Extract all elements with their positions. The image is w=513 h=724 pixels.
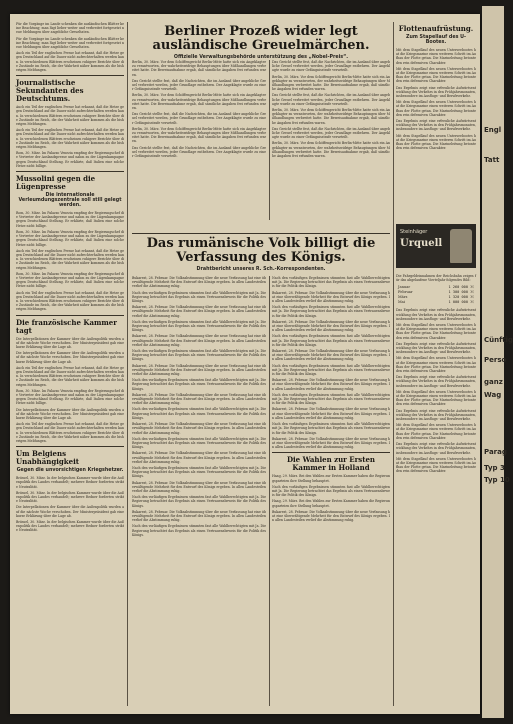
article-body-cont3: Rom, 30. März. Im Palazzo Venezia empfing der Regierungschef die Vertreter der Auslandspresse und nahm zu der Lügenkampagne gegen Deutschland Stellung. Er erklärte, daß Italien eine solche Hetze nicht billige. xyxy=(16,271,124,289)
adjacent-page-word: Typ 10 xyxy=(484,476,510,484)
revenue-body-cont7: Mit dem Stapellauf des neuen Unterseebootes hat die Kriegsmarine einen weiteren Schritt im Aufbau der Flotte getan. Die Marineleitung betonte den rein defensiven Charakter. xyxy=(396,423,476,440)
subheadline-belgien: Gegen die unvorsichtigen Kriegshetzer. xyxy=(16,468,124,474)
second-body-cont8: Nach den vorläufigen Ergebnissen stimmten fast alle Wahlberechtigten mit Ja. Die Regierung betrachtet das Ergebnis als einen Vertrauensbeweis für die Politik des Königs. xyxy=(272,392,390,406)
second-body-cont14: Bukarest, 28. Februar. Die Volksabstimmung über die neue Verfassung hat eine überwältigende Mehrheit für den Entwurf des Königs ergeben. In allen Landesteilen verlief die Abstimmung ruhig. xyxy=(132,480,266,493)
headline-mussolini: Mussolini gegen die Lügenpresse xyxy=(16,174,96,192)
revenue-body-cont6: Das Ergebnis zeigt eine erfreuliche Aufwärtsentwicklung des Verkehrs in den Frühjahrsmonaten, insbesondere im Ausflugs- und Berufsverkehr. xyxy=(396,408,476,422)
headline-journalistische-sekundanten: Journalistische Sekundanten des Deutschtums. xyxy=(16,78,84,104)
article-body-cont3: Brüssel, 30. März. In der belgischen Kammer wurde über die Außenpolitik des Landes verhandelt; mehrere Redner forderten strikte Neutralität. xyxy=(16,520,124,533)
second-headline: Das rumänische Volk billigt die Verfassung des Königs. xyxy=(146,236,376,265)
article-body-cont5: Auch ein Teil der englischen Presse hat erkannt, daß die Hetze gegen Deutschland auf die Dauer nicht aufrechterhalten werden kann. In verschiedenen Blättern erscheinen ruhigere Berichte über die Zustände im Reich, die der Wahrheit näher kommen als die bisherigen Meldungen. xyxy=(16,422,124,444)
flotten-body-cont2: Das Ergebnis zeigt eine erfreuliche Aufwärtsentwicklung des Verkehrs in den Frühjahrsmonaten, insbesondere im Ausflugs- und Berufsverkehr. xyxy=(396,85,476,99)
article-body: Rom, 30. März. Im Palazzo Venezia empfing der Regierungschef die Vertreter der Auslandspresse und nahm zu der Lügenkampagne gegen Deutschland Stellung. Er erklärte, daß Italien eine solche Hetze nicht billige. xyxy=(16,211,124,228)
divider xyxy=(16,75,124,76)
second-article-left xyxy=(132,276,266,539)
article-body-cont: Brüssel, 30. März. In der belgischen Kammer wurde über die Außenpolitik des Landes verhandelt; mehrere Redner forderten strikte Neutralität. xyxy=(16,490,124,504)
lead-body-cont2: Berlin, 30. März. Vor dem Schöffengericht Berlin-Mitte hatte sich ein Angeklagter zu verantworten, der wahrheitswidrige Behauptungen über Mißhandlungen verbreitet hatte. Die Beweisaufnahme ergab, daß sämtliche Angaben frei erfunden waren. xyxy=(132,93,266,111)
holland-body-cont: Nach den vorläufigen Ergebnissen stimmten fast alle Wahlberechtigten mit Ja. Die Regierung betrachtet das Ergebnis als einen Vertrauensbeweis für die Politik des Königs. xyxy=(272,484,390,498)
lead-body-cont3: Das Gericht stellte fest, daß die Nachrichten, die im Ausland über angebliche Greuel verbreitet werden, jeder Grundlage entbehren. Der Angeklagte wurde zu einer Gefängnisstrafe verurteilt. xyxy=(132,112,266,125)
second-subheadline: Drahtbericht unseres R. Sch.-Korrespondenten. xyxy=(196,267,326,272)
revenue-body-cont4: Das Ergebnis zeigt eine erfreuliche Aufwärtsentwicklung des Verkehrs in den Frühjahrsmonaten, insbesondere im Ausflugs- und Berufsverkehr. xyxy=(396,375,476,388)
right-column-lower xyxy=(396,274,476,476)
second-body: Bukarest, 28. Februar. Die Volksabstimmung über die neue Verfassung hat eine überwältigende Mehrheit für den Entwurf des Königs ergeben. In allen Landesteilen verlief die Abstimmung ruhig. xyxy=(132,276,266,289)
headline-belgien: Um Belgiens Unabhängigkeit xyxy=(16,449,79,467)
ad-subtitle: Steinhäger xyxy=(400,229,428,235)
second-body-cont6: Bukarest, 28. Februar. Die Volksabstimmung über die neue Verfassung hat eine überwältigende Mehrheit für den Entwurf des Königs ergeben. In allen Landesteilen verlief die Abstimmung ruhig. xyxy=(132,363,266,377)
second-body-cont9: Bukarest, 28. Februar. Die Volksabstimmung über die neue Verfassung hat eine überwältigende Mehrheit für den Entwurf des Königs ergeben. In allen Landesteilen verlief die Abstimmung ruhig. xyxy=(272,407,390,420)
second-body-cont10: Bukarest, 28. Februar. Die Volksabstimmung über die neue Verfassung hat eine überwältigende Mehrheit für den Entwurf des Königs ergeben. In allen Landesteilen verlief die Abstimmung ruhig. xyxy=(132,422,266,435)
second-body-cont: Bukarest, 28. Februar. Die Volksabstimmung über die neue Verfassung hat eine überwältigende Mehrheit für den Entwurf des Königs ergeben. In allen Landesteilen verlief die Abstimmung ruhig. xyxy=(272,290,390,304)
adjacent-page-word: ganz xyxy=(484,378,503,386)
revenue-row xyxy=(396,300,476,305)
second-body-cont11: Nach den vorläufigen Ergebnissen stimmten fast alle Wahlberechtigten mit Ja. Die Regierung betrachtet das Ergebnis als einen Vertrauensbeweis für die Politik des Königs. xyxy=(132,436,266,450)
revenue-month: März xyxy=(398,295,408,300)
article-body-cont2: Auch ein Teil der englischen Presse hat erkannt, daß die Hetze gegen Deutschland auf die Dauer nicht aufrechterhalten werden kann. In verschiedenen Blättern erscheinen ruhigere Berichte über die Zustände im Reich, die der Wahrheit näher kommen als die bisherigen Meldungen. xyxy=(16,365,124,387)
revenue-month: Februar xyxy=(398,290,413,295)
adjacent-page-word: Engl xyxy=(484,126,502,134)
article-body-cont3: Rom, 30. März. Im Palazzo Venezia empfing der Regierungschef die Vertreter der Auslandspresse und nahm zu der Lügenkampagne gegen Deutschland Stellung. Er erklärte, daß Italien eine solche Hetze nicht billige. xyxy=(16,388,124,406)
second-body-cont: Nach den vorläufigen Ergebnissen stimmten fast alle Wahlberechtigten mit Ja. Die Regierung betrachtet das Ergebnis als einen Vertrauensbeweis für die Politik des Königs. xyxy=(132,290,266,304)
flotten-body-cont5: Mit dem Stapellauf des neuen Unterseebootes hat die Kriegsmarine einen weiteren Schritt im Aufbau der Flotte getan. Die Marineleitung betonte den rein defensiven Charakter. xyxy=(396,133,476,151)
second-body-cont5: Nach den vorläufigen Ergebnissen stimmten fast alle Wahlberechtigten mit Ja. Die Regierung betrachtet das Ergebnis als einen Vertrauensbeweis für die Politik des Königs. xyxy=(132,349,266,362)
lead-body-cont3: Berlin, 30. März. Vor dem Schöffengericht Berlin-Mitte hatte sich ein Angeklagter zu verantworten, der wahrheitswidrige Behauptungen über Mißhandlungen verbreitet hatte. Die Beweisaufnahme ergab, daß sämtliche Angaben frei erfunden waren. xyxy=(272,108,390,125)
second-article-right xyxy=(272,276,390,524)
subheadline-flottenaufruestung: Zum Stapellauf des U-Bootes. xyxy=(405,35,467,45)
adjacent-page-strip xyxy=(482,6,513,718)
adjacent-page-word: Parag xyxy=(484,448,507,456)
second-article-head xyxy=(132,230,390,275)
left-column xyxy=(16,22,124,535)
lead-body: Das Gericht stellte fest, daß die Nachrichten, die im Ausland über angebliche Greuel verbreitet werden, jeder Grundlage entbehren. Der Angeklagte wurde zu einer Gefängnisstrafe verurteilt. xyxy=(272,60,390,73)
adjacent-page-word: Tatt xyxy=(484,156,500,164)
second-body-cont2: Bukarest, 28. Februar. Die Volksabstimmung über die neue Verfassung hat eine überwältigende Mehrheit für den Entwurf des Königs ergeben. In allen Landesteilen verlief die Abstimmung ruhig. xyxy=(132,305,266,318)
divider xyxy=(132,233,390,234)
second-body-cont4: Bukarest, 28. Februar. Die Volksabstimmung über die neue Verfassung hat eine überwältigende Mehrheit für den Entwurf des Königs ergeben. In allen Landesteilen verlief die Abstimmung ruhig. xyxy=(132,334,266,347)
article-body-cont4: Auch ein Teil der englischen Presse hat erkannt, daß die Hetze gegen Deutschland auf die Dauer nicht aufrechterhalten werden kann. In verschiedenen Blättern erscheinen ruhigere Berichte über die Zustände im Reich, die der Wahrheit näher kommen als die bisherigen Meldungen. xyxy=(16,290,124,312)
revenue-body-cont5: Mit dem Stapellauf des neuen Unterseebootes hat die Kriegsmarine einen weiteren Schritt im Aufbau der Flotte getan. Die Marineleitung betonte den rein defensiven Charakter. xyxy=(396,389,476,407)
headline-holland-wahlen: Die Wahlen zur Ersten Kammer in Holland xyxy=(286,455,376,473)
holland-body: Haag, 29. März. Bei den Wahlen zur Ersten Kammer haben die Regierungsparteien ihre Stellung behauptet. xyxy=(272,474,390,483)
article-body: Die Interpellationen der Kammer über die Außenpolitik wurden auf die nächste Woche verschoben. Der Ministerpräsident gab eine kurze Erklärung über die Lage ab. xyxy=(16,336,124,349)
lead-article xyxy=(132,22,390,63)
lead-body-cont5: Berlin, 30. März. Vor dem Schöffengericht Berlin-Mitte hatte sich ein Angeklagter zu verantworten, der wahrheitswidrige Behauptungen über Mißhandlungen verbreitet hatte. Die Beweisaufnahme ergab, daß sämtliche Angaben frei erfunden waren. xyxy=(272,141,390,159)
revenue-value: 1 300 000 ℳ xyxy=(448,290,474,295)
article-body-cont: Die Interpellationen der Kammer über die Außenpolitik wurden auf die nächste Woche verschoben. Der Ministerpräsident gab eine kurze Erklärung über die Lage ab. xyxy=(16,351,124,364)
column-rule xyxy=(269,276,270,706)
revenue-body: Das Ergebnis zeigt eine erfreuliche Aufwärtsentwicklung des Verkehrs in den Frühjahrsmonaten, insbesondere im Ausflugs- und Berufsverkehr. xyxy=(396,308,476,321)
left-intro-text-cont: Für die Vorgänge im Lande schenken die ausländischen Blätter keine Beachtung; man lügt lieber weiter und verbreitet fortgesetzt neue Meldungen über angebliche Greueltaten. xyxy=(16,36,124,50)
second-body-cont4: Nach den vorläufigen Ergebnissen stimmten fast alle Wahlberechtigten mit Ja. Die Regierung betrachtet das Ergebnis als einen Vertrauensbeweis für die Politik des Königs. xyxy=(272,334,390,347)
lead-body-cont4: Das Gericht stellte fest, daß die Nachrichten, die im Ausland über angebliche Greuel verbreitet werden, jeder Grundlage entbehren. Der Angeklagte wurde zu einer Gefängnisstrafe verurteilt. xyxy=(272,126,390,140)
revenue-body-cont2: Das Ergebnis zeigt eine erfreuliche Aufwärtsentwicklung des Verkehrs in den Frühjahrsmonaten, insbesondere im Ausflugs- und Berufsverkehr. xyxy=(396,341,476,355)
second-body-cont7: Bukarest, 28. Februar. Die Volksabstimmung über die neue Verfassung hat eine überwältigende Mehrheit für den Entwurf des Königs ergeben. In allen Landesteilen verlief die Abstimmung ruhig. xyxy=(272,378,390,391)
article-body: Brüssel, 30. März. In der belgischen Kammer wurde über die Außenpolitik des Landes verhandelt; mehrere Redner forderten strikte Neutralität. xyxy=(16,476,124,489)
lead-headline: Berliner Prozeß wider legt ausländische Greuelmärchen. xyxy=(152,24,370,53)
headline-flottenaufruestung: Flottenaufrüstung. xyxy=(398,24,474,33)
adjacent-page-word: Typ 3 xyxy=(484,464,505,472)
article-body-cont2: Rom, 30. März. Im Palazzo Venezia empfing der Regierungschef die Vertreter der Auslandspresse und nahm zu der Lügenkampagne gegen Deutschland Stellung. Er erklärte, daß Italien eine solche Hetze nicht billige. xyxy=(16,151,124,168)
left-intro-text-cont2: Auch ein Teil der englischen Presse hat erkannt, daß die Hetze gegen Deutschland auf die Dauer nicht aufrechterhalten werden kann. In verschiedenen Blättern erscheinen ruhigere Berichte über die Zustände im Reich, die der Wahrheit näher kommen als die bisherigen Meldungen. xyxy=(16,51,124,73)
second-body-cont5: Bukarest, 28. Februar. Die Volksabstimmung über die neue Verfassung hat eine überwältigende Mehrheit für den Entwurf des Königs ergeben. In allen Landesteilen verlief die Abstimmung ruhig. xyxy=(272,349,390,362)
divider xyxy=(16,171,124,172)
revenue-month: Mai xyxy=(398,300,405,305)
revenue-month: Januar xyxy=(398,285,411,290)
article-body: Auch ein Teil der englischen Presse hat erkannt, daß die Hetze gegen Deutschland auf die Dauer nicht aufrechterhalten werden kann. In verschiedenen Blättern erscheinen ruhigere Berichte über die Zustände im Reich, die der Wahrheit näher kommen als die bisherigen Meldungen. xyxy=(16,105,124,127)
second-body-cont2: Nach den vorläufigen Ergebnissen stimmten fast alle Wahlberechtigten mit Ja. Die Regierung betrachtet das Ergebnis als einen Vertrauensbeweis für die Politik des Königs. xyxy=(272,305,390,318)
second-body-cont9: Nach den vorläufigen Ergebnissen stimmten fast alle Wahlberechtigten mit Ja. Die Regierung betrachtet das Ergebnis als einen Vertrauensbeweis für die Politik des Königs. xyxy=(132,407,266,420)
article-body-cont: Auch ein Teil der englischen Presse hat erkannt, daß die Hetze gegen Deutschland auf die Dauer nicht aufrechterhalten werden kann. In verschiedenen Blättern erscheinen ruhigere Berichte über die Zustände im Reich, die der Wahrheit näher kommen als die bisherigen Meldungen. xyxy=(16,128,124,150)
second-body-cont3: Nach den vorläufigen Ergebnissen stimmten fast alle Wahlberechtigten mit Ja. Die Regierung betrachtet das Ergebnis als einen Vertrauensbeweis für die Politik des Königs. xyxy=(132,319,266,333)
second-body-cont12: Bukarest, 28. Februar. Die Volksabstimmung über die neue Verfassung hat eine überwältigende Mehrheit für den Entwurf des Königs ergeben. In allen Landesteilen verlief die Abstimmung ruhig. xyxy=(132,451,266,464)
lead-article-left xyxy=(132,60,266,160)
revenue-intro: Die Fahrgeldeinnahmen der Reichsbahn zeigen für das abgelaufene Vierteljahr folgendes Bild: xyxy=(396,274,476,283)
lead-subheadline: Offizielle Verwaltungsbehörde unterstützung des „Nobel-Preis“. xyxy=(173,55,349,60)
subheadline-mussolini: Die internationale Verleumdungszentrale soll still gelegt werden. xyxy=(18,193,122,209)
adjacent-page-word: Perso xyxy=(484,356,507,364)
adjacent-page-word: Cünftig xyxy=(484,336,513,344)
revenue-body-cont9: Mit dem Stapellauf des neuen Unterseebootes hat die Kriegsmarine einen weiteren Schritt im Aufbau der Flotte getan. Die Marineleitung betonte den rein defensiven Charakter. xyxy=(396,456,476,474)
second-body-cont8: Bukarest, 28. Februar. Die Volksabstimmung über die neue Verfassung hat eine überwältigende Mehrheit für den Entwurf des Königs ergeben. In allen Landesteilen verlief die Abstimmung ruhig. xyxy=(132,392,266,406)
divider xyxy=(16,446,124,447)
article-body-cont2: Die Interpellationen der Kammer über die Außenpolitik wurden auf die nächste Woche verschoben. Der Ministerpräsident gab eine kurze Erklärung über die Lage ab. xyxy=(16,505,124,518)
revenue-body-cont8: Das Ergebnis zeigt eine erfreuliche Aufwärtsentwicklung des Verkehrs in den Frühjahrsmonaten, insbesondere im Ausflugs- und Berufsverkehr. xyxy=(396,442,476,455)
lead-body-cont5: Das Gericht stellte fest, daß die Nachrichten, die im Ausland über angebliche Greuel verbreitet werden, jeder Grundlage entbehren. Der Angeklagte wurde zu einer Gefängnisstrafe verurteilt. xyxy=(132,145,266,159)
lead-body-cont: Das Gericht stellte fest, daß die Nachrichten, die im Ausland über angebliche Greuel verbreitet werden, jeder Grundlage entbehren. Der Angeklagte wurde zu einer Gefängnisstrafe verurteilt. xyxy=(132,78,266,92)
flotten-body-cont3: Mit dem Stapellauf des neuen Unterseebootes hat die Kriegsmarine einen weiteren Schritt im Aufbau der Flotte getan. Die Marineleitung betonte den rein defensiven Charakter. xyxy=(396,100,476,117)
second-body-cont11: Bukarest, 28. Februar. Die Volksabstimmung über die neue Verfassung hat eine überwältigende Mehrheit für den Entwurf des Königs ergeben. In allen Landesteilen verlief die Abstimmung ruhig. xyxy=(272,436,390,450)
bottle-icon xyxy=(450,229,472,263)
second-body: Nach den vorläufigen Ergebnissen stimmten fast alle Wahlberechtigten mit Ja. Die Regierung betrachtet das Ergebnis als einen Vertrauensbeweis für die Politik des Königs. xyxy=(272,276,390,289)
left-intro-text: Für die Vorgänge im Lande schenken die ausländischen Blätter keine Beachtung; man lügt lieber weiter und verbreitet fortgesetzt neue Meldungen über angebliche Greueltaten. xyxy=(16,22,124,35)
divider xyxy=(272,452,390,453)
second-body-cont6: Nach den vorläufigen Ergebnissen stimmten fast alle Wahlberechtigten mit Ja. Die Regierung betrachtet das Ergebnis als einen Vertrauensbeweis für die Politik des Königs. xyxy=(272,363,390,377)
lead-body-cont4: Berlin, 30. März. Vor dem Schöffengericht Berlin-Mitte hatte sich ein Angeklagter zu verantworten, der wahrheitswidrige Behauptungen über Mißhandlungen verbreitet hatte. Die Beweisaufnahme ergab, daß sämtliche Angaben frei erfunden waren. xyxy=(132,126,266,144)
revenue-value: 1 000 000 ℳ xyxy=(448,300,474,305)
holland-body-cont2: Haag, 29. März. Bei den Wahlen zur Ersten Kammer haben die Regierungsparteien ihre Stellung behauptet. xyxy=(272,499,390,508)
revenue-value: 1 260 000 ℳ xyxy=(448,285,474,290)
newspaper-page xyxy=(10,14,480,714)
revenue-value: 1 320 000 ℳ xyxy=(448,295,474,300)
flotten-body: Mit dem Stapellauf des neuen Unterseebootes hat die Kriegsmarine einen weiteren Schritt im Aufbau der Flotte getan. Die Marineleitung betonte den rein defensiven Charakter. xyxy=(396,48,476,65)
headline-franzoesische-kammer: Die französische Kammer tagt xyxy=(16,317,117,335)
column-rule xyxy=(127,22,128,706)
lead-body: Berlin, 30. März. Vor dem Schöffengericht Berlin-Mitte hatte sich ein Angeklagter zu verantworten, der wahrheitswidrige Behauptungen über Mißhandlungen verbreitet hatte. Die Beweisaufnahme ergab, daß sämtliche Angaben frei erfunden waren. xyxy=(132,60,266,77)
holland-body-cont3: Bukarest, 28. Februar. Die Volksabstimmung über die neue Verfassung hat eine überwältigende Mehrheit für den Entwurf des Königs ergeben. In allen Landesteilen verlief die Abstimmung ruhig. xyxy=(272,509,390,523)
ad-main-title: Urquell xyxy=(400,238,443,249)
adjacent-page-word: Wag xyxy=(484,391,502,399)
lead-body-cont2: Das Gericht stellte fest, daß die Nachrichten, die im Ausland über angebliche Greuel verbreitet werden, jeder Grundlage entbehren. Der Angeklagte wurde zu einer Gefängnisstrafe verurteilt. xyxy=(272,93,390,106)
flotten-body-cont: Mit dem Stapellauf des neuen Unterseebootes hat die Kriegsmarine einen weiteren Schritt im Aufbau der Flotte getan. Die Marineleitung betonte den rein defensiven Charakter. xyxy=(396,66,476,84)
column-rule xyxy=(269,60,270,220)
lead-article-right xyxy=(272,60,390,160)
revenue-body-cont3: Mit dem Stapellauf des neuen Unterseebootes hat die Kriegsmarine einen weiteren Schritt im Aufbau der Flotte getan. Die Marineleitung betonte den rein defensiven Charakter. xyxy=(396,356,476,374)
flotten-body-cont4: Das Ergebnis zeigt eine erfreuliche Aufwärtsentwicklung des Verkehrs in den Frühjahrsmonaten, insbesondere im Ausflugs- und Berufsverkehr. xyxy=(396,119,476,132)
article-body-cont4: Die Interpellationen der Kammer über die Außenpolitik wurden auf die nächste Woche verschoben. Der Ministerpräsident gab eine kurze Erklärung über die Lage ab. xyxy=(16,407,124,420)
revenue-table xyxy=(396,285,476,305)
second-body-cont7: Nach den vorläufigen Ergebnissen stimmten fast alle Wahlberechtigten mit Ja. Die Regierung betrachtet das Ergebnis als einen Vertrauensbeweis für die Politik des Königs. xyxy=(132,378,266,391)
article-body-cont2: Auch ein Teil der englischen Presse hat erkannt, daß die Hetze gegen Deutschland auf die Dauer nicht aufrechterhalten werden kann. In verschiedenen Blättern erscheinen ruhigere Berichte über die Zustände im Reich, die der Wahrheit näher kommen als die bisherigen Meldungen. xyxy=(16,248,124,270)
second-body-cont15: Nach den vorläufigen Ergebnissen stimmten fast alle Wahlberechtigten mit Ja. Die Regierung betrachtet das Ergebnis als einen Vertrauensbeweis für die Politik des Königs. xyxy=(132,495,266,508)
right-column xyxy=(396,22,476,152)
second-body-cont10: Nach den vorläufigen Ergebnissen stimmten fast alle Wahlberechtigten mit Ja. Die Regierung betrachtet das Ergebnis als einen Vertrauensbeweis für die Politik des Königs. xyxy=(272,422,390,435)
column-rule xyxy=(393,22,394,706)
second-body-cont13: Nach den vorläufigen Ergebnissen stimmten fast alle Wahlberechtigten mit Ja. Die Regierung betrachtet das Ergebnis als einen Vertrauensbeweis für die Politik des Königs. xyxy=(132,465,266,479)
second-body-cont3: Bukarest, 28. Februar. Die Volksabstimmung über die neue Verfassung hat eine überwältigende Mehrheit für den Entwurf des Königs ergeben. In allen Landesteilen verlief die Abstimmung ruhig. xyxy=(272,319,390,333)
lead-body-cont: Berlin, 30. März. Vor dem Schöffengericht Berlin-Mitte hatte sich ein Angeklagter zu verantworten, der wahrheitswidrige Behauptungen über Mißhandlungen verbreitet hatte. Die Beweisaufnahme ergab, daß sämtliche Angaben frei erfunden waren. xyxy=(272,74,390,92)
ad-steinhaeger-urquell[interactable] xyxy=(396,224,476,268)
divider xyxy=(16,315,124,316)
second-body-cont16: Bukarest, 28. Februar. Die Volksabstimmung über die neue Verfassung hat eine überwältigende Mehrheit für den Entwurf des Königs ergeben. In allen Landesteilen verlief die Abstimmung ruhig. xyxy=(132,509,266,523)
article-body-cont: Rom, 30. März. Im Palazzo Venezia empfing der Regierungschef die Vertreter der Auslandspresse und nahm zu der Lügenkampagne gegen Deutschland Stellung. Er erklärte, daß Italien eine solche Hetze nicht billige. xyxy=(16,229,124,247)
second-body-cont17: Nach den vorläufigen Ergebnissen stimmten fast alle Wahlberechtigten mit Ja. Die Regierung betrachtet das Ergebnis als einen Vertrauensbeweis für die Politik des Königs. xyxy=(132,524,266,537)
revenue-body-cont: Mit dem Stapellauf des neuen Unterseebootes hat die Kriegsmarine einen weiteren Schritt im Aufbau der Flotte getan. Die Marineleitung betonte den rein defensiven Charakter. xyxy=(396,323,476,340)
